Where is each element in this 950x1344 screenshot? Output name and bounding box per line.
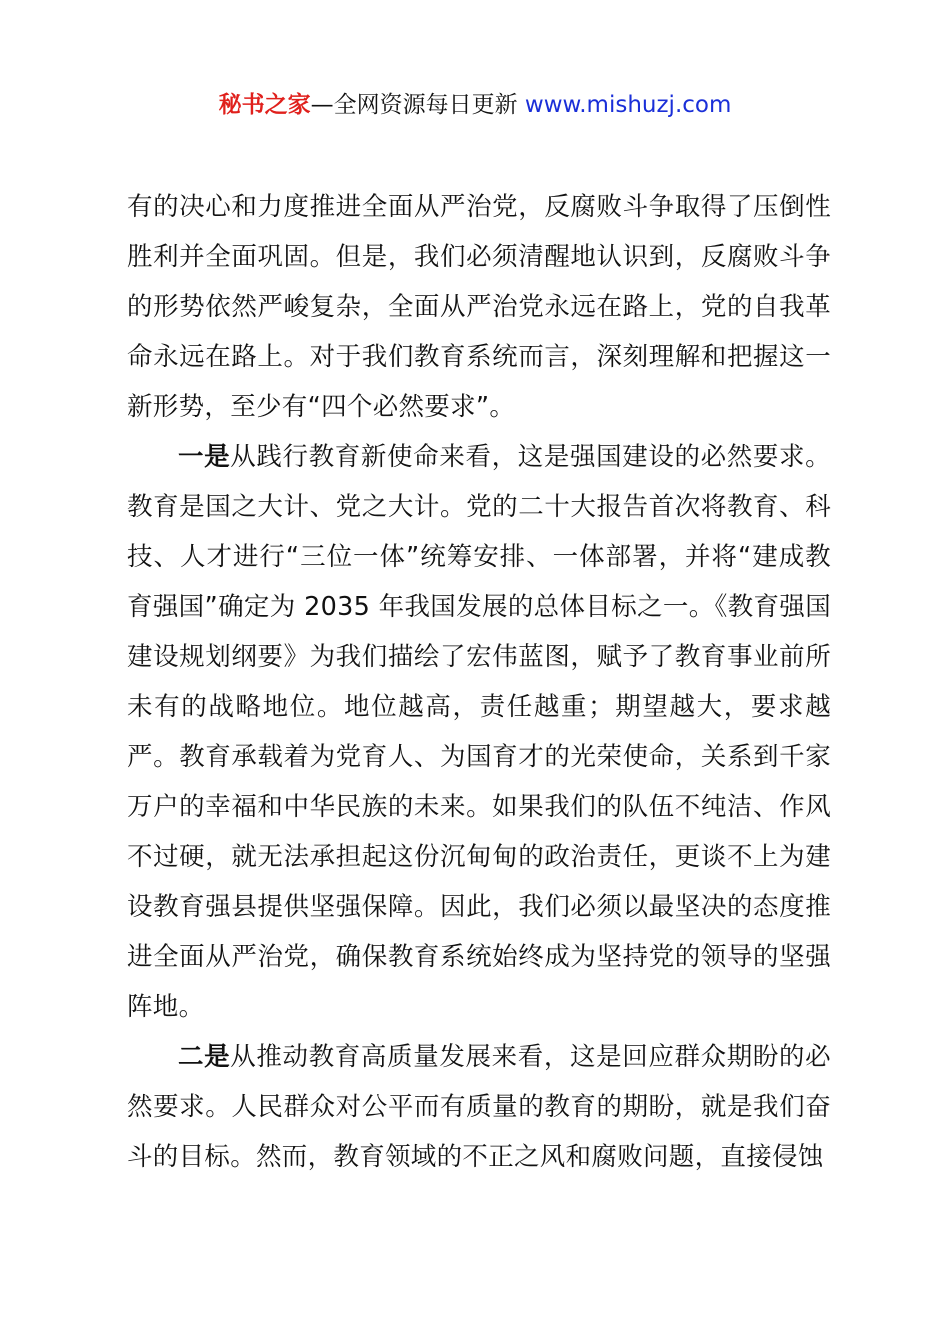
brand-name: 秘书之家 xyxy=(218,92,311,118)
header-tagline: —全网资源每日更新 xyxy=(310,92,525,118)
document-body xyxy=(127,182,831,1182)
site-header xyxy=(0,88,950,122)
paragraph-continued xyxy=(127,182,831,432)
paragraph-lead: 二是 xyxy=(178,1042,231,1072)
paragraph-text: 有的决心和力度推进全面从严治党，反腐败斗争取得了压倒性胜利并全面巩固。但是，我们必须清醒地认识到，反腐败斗争的形势依然严峻复杂，全面从严治党永远在路上，党的自我革命永远在路上。对于我们教育系统而言，深刻理解和把握这一新形势，至少有“四个必然要求”。 xyxy=(127,192,831,422)
paragraph-lead: 一是 xyxy=(178,442,231,472)
paragraph-point-two xyxy=(127,1032,831,1182)
paragraph-text: 从推动教育高质量发展来看，这是回应群众期盼的必然要求。人民群众对公平而有质量的教育的期盼，就是我们奋斗的目标。然而，教育领域的不正之风和腐败问题，直接侵蚀 xyxy=(127,1042,831,1172)
paragraph-point-one xyxy=(127,432,831,1032)
paragraph-text: 从践行教育新使命来看，这是强国建设的必然要求。教育是国之大计、党之大计。党的二十大报告首次将教育、科技、人才进行“三位一体”统筹安排、一体部署，并将“建成教育强国”确定为 2035 年我国发展的总体目标之一。《教育强国建设规划纲要》为我们描绘了宏伟蓝图，赋予了教育事业前所未有的战略地位。地位越高，责任越重；期望越大，要求越严。教育承载着为党育人、为国育才的光荣使命，关系到千家万户的幸福和中华民族的未来。如果我们的队伍不纯洁、作风不过硬，就无法承担起这份沉甸甸的政治责任，更谈不上为建设教育强县提供坚强保障。因此，我们必须以最坚决的态度推进全面从严治党，确保教育系统始终成为坚持党的领导的坚强阵地。 xyxy=(127,442,831,1022)
site-url[interactable]: www.mishuzj.com xyxy=(524,92,732,118)
